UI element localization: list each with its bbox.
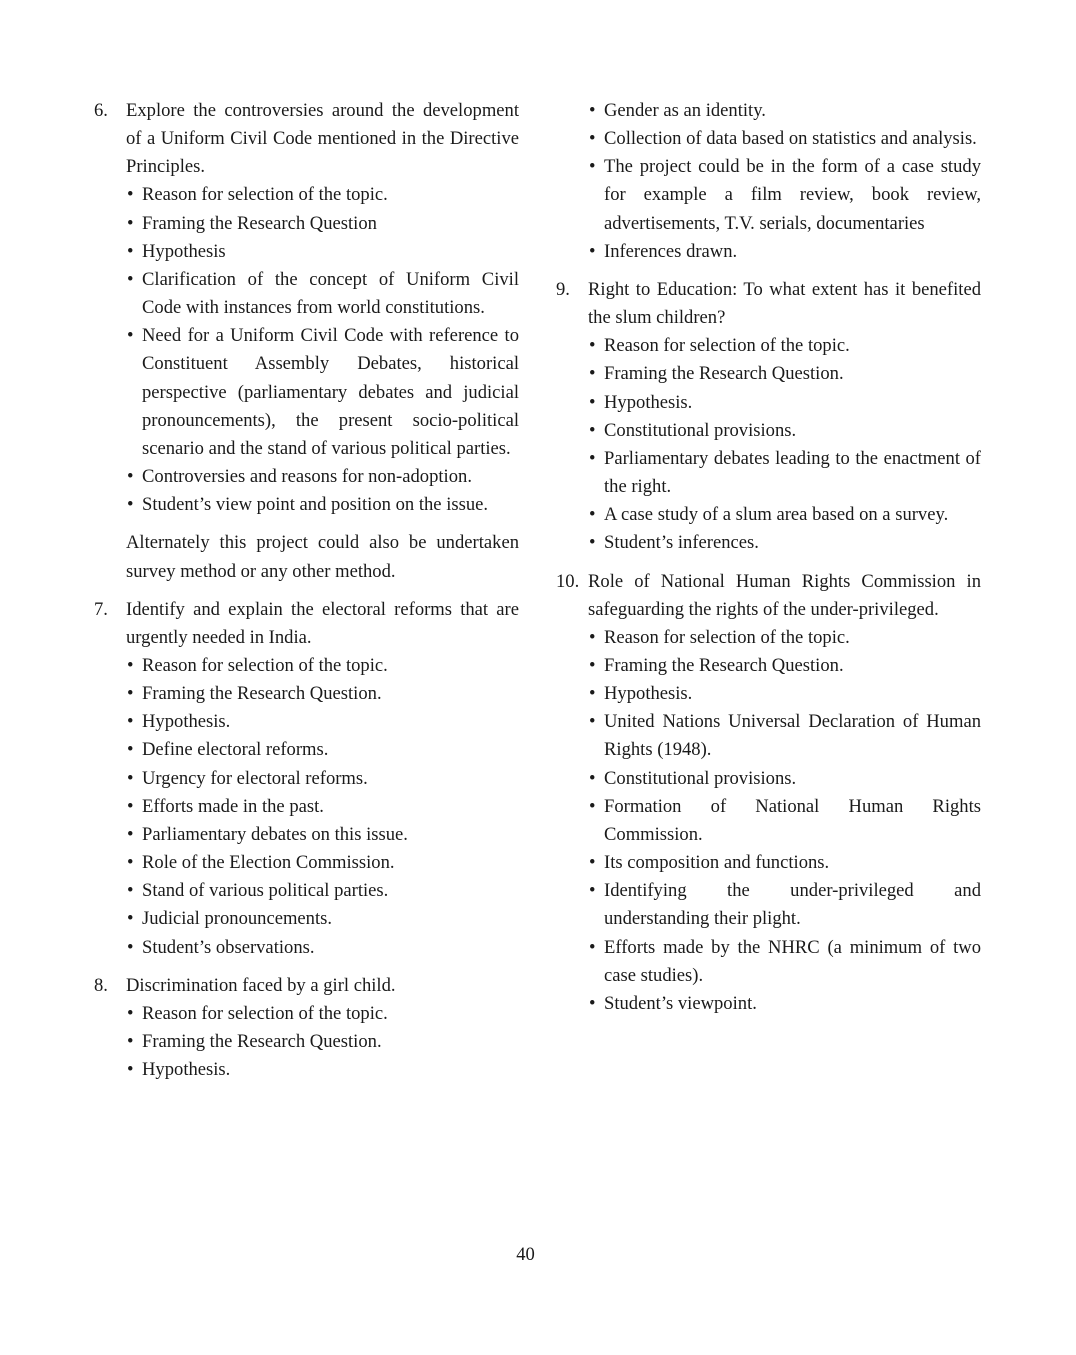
list-item xyxy=(126,765,519,793)
list-item xyxy=(126,463,519,491)
bullet-icon: • xyxy=(127,795,134,817)
list-item-text: Student’s observations. xyxy=(142,936,315,958)
bullet-icon: • xyxy=(589,128,596,150)
bullet-icon: • xyxy=(589,532,596,554)
item-title: Identify and explain the electoral reforms that are urgently needed in India. xyxy=(126,598,519,648)
list-item xyxy=(588,360,981,388)
list-item-text: Reason for selection of the topic. xyxy=(142,184,388,206)
bullet-icon: • xyxy=(127,240,134,262)
list-item-text: Hypothesis xyxy=(142,240,226,262)
bullet-icon: • xyxy=(127,908,134,930)
bullet-icon: • xyxy=(589,504,596,526)
list-item xyxy=(126,491,519,519)
item-number: 6. xyxy=(94,100,108,121)
list-item-text: Student’s viewpoint. xyxy=(604,992,757,1014)
bullet-icon: • xyxy=(127,184,134,206)
list-item xyxy=(588,934,981,990)
list-item-text: Gender as an identity. xyxy=(604,100,766,121)
bullet-icon: • xyxy=(589,852,596,874)
list-item-text: Hypothesis. xyxy=(604,683,693,705)
list-item xyxy=(126,1028,519,1056)
list-item xyxy=(126,652,519,680)
list-item-text: Student’s inferences. xyxy=(604,532,759,554)
list-item xyxy=(126,708,519,736)
list-item xyxy=(126,238,519,266)
bullet-list xyxy=(588,624,981,1018)
bullet-icon: • xyxy=(127,823,134,845)
list-item xyxy=(588,529,981,557)
list-item xyxy=(588,624,981,652)
item-title: Explore the controversies around the development of a Uniform Civil Code mentioned in the Directive Principles. xyxy=(126,100,519,178)
list-item xyxy=(126,793,519,821)
list-item xyxy=(588,417,981,445)
list-item-text: Parliamentary debates on this issue. xyxy=(142,823,408,845)
list-item-text: Framing the Research Question. xyxy=(604,654,844,676)
list-item xyxy=(588,125,981,153)
bullet-icon: • xyxy=(127,739,134,761)
item-number: 8. xyxy=(94,974,108,996)
item-note: Alternately this project could also be undertaken survey method or any other method. xyxy=(126,532,519,582)
list-item xyxy=(126,680,519,708)
item-6 xyxy=(94,97,519,586)
list-item xyxy=(588,793,981,849)
list-item-text: Student’s view point and position on the issue. xyxy=(142,494,489,516)
bullet-icon: • xyxy=(127,268,134,290)
bullet-icon: • xyxy=(589,767,596,789)
item-8-continued xyxy=(556,97,981,266)
bullet-icon: • xyxy=(127,936,134,958)
bullet-icon: • xyxy=(589,711,596,733)
list-item xyxy=(588,652,981,680)
bullet-list xyxy=(588,97,981,266)
bullet-icon: • xyxy=(127,494,134,516)
bullet-icon: • xyxy=(127,212,134,234)
list-item xyxy=(126,905,519,933)
list-item-text: United Nations Universal Declaration of Human Rights (1948). xyxy=(604,711,981,761)
bullet-icon: • xyxy=(589,100,596,121)
list-item-text: Formation of National Human Rights Commission. xyxy=(604,795,981,845)
bullet-icon: • xyxy=(589,240,596,262)
bullet-icon: • xyxy=(589,363,596,385)
list-item xyxy=(126,181,519,209)
list-item xyxy=(588,445,981,501)
list-item-text: Reason for selection of the topic. xyxy=(604,626,850,648)
list-item-text: Inferences drawn. xyxy=(604,240,738,262)
list-item-text: Urgency for electoral reforms. xyxy=(142,767,368,789)
list-item xyxy=(588,708,981,764)
list-item xyxy=(588,849,981,877)
item-number: 9. xyxy=(556,278,570,300)
bullet-icon: • xyxy=(127,880,134,902)
list-item-text: Reason for selection of the topic. xyxy=(142,1002,388,1024)
bullet-icon: • xyxy=(127,1002,134,1024)
bullet-icon: • xyxy=(127,1059,134,1081)
bullet-icon: • xyxy=(589,936,596,958)
bullet-list xyxy=(126,1000,519,1084)
list-item-text: Define electoral reforms. xyxy=(142,739,329,761)
list-item xyxy=(126,736,519,764)
list-item xyxy=(588,765,981,793)
bullet-icon: • xyxy=(127,466,134,488)
list-item-text: Stand of various political parties. xyxy=(142,880,389,902)
bullet-icon: • xyxy=(589,626,596,648)
list-item-text: A case study of a slum area based on a survey. xyxy=(604,504,949,526)
bullet-list xyxy=(126,181,519,519)
bullet-icon: • xyxy=(589,992,596,1014)
list-item-text: Hypothesis. xyxy=(142,711,231,733)
item-title: Right to Education: To what extent has it benefited the slum children? xyxy=(588,278,981,329)
list-item xyxy=(588,332,981,360)
list-item-text: Its composition and functions. xyxy=(604,852,830,874)
list-item-text: Constitutional provisions. xyxy=(604,419,797,441)
list-item-text: Identifying the under-privileged and understanding their plight. xyxy=(604,880,981,930)
list-item-text: Constitutional provisions. xyxy=(604,767,797,789)
bullet-list xyxy=(588,332,981,557)
list-item xyxy=(588,877,981,933)
list-item-text: Reason for selection of the topic. xyxy=(604,335,850,357)
list-item xyxy=(126,266,519,322)
bullet-icon: • xyxy=(127,654,134,676)
bullet-icon: • xyxy=(589,447,596,469)
list-item xyxy=(588,238,981,266)
bullet-icon: • xyxy=(589,880,596,902)
list-item xyxy=(126,877,519,905)
list-item-text: The project could be in the form of a case study for example a film review, book review, advertisements, T.V. serials, documentaries xyxy=(604,156,981,234)
list-item xyxy=(588,389,981,417)
bullet-icon: • xyxy=(127,767,134,789)
bullet-icon: • xyxy=(589,654,596,676)
bullet-list xyxy=(126,652,519,962)
list-item-text: Clarification of the concept of Uniform Civil Code with instances from world constitutions. xyxy=(142,268,519,319)
page-number: 40 xyxy=(516,1244,535,1265)
list-item xyxy=(588,153,981,237)
item-9 xyxy=(556,276,981,558)
list-item xyxy=(588,97,981,125)
list-item-text: Framing the Research Question xyxy=(142,212,377,234)
list-item-text: Framing the Research Question. xyxy=(142,683,382,705)
bullet-icon: • xyxy=(589,419,596,441)
list-item-text: Hypothesis. xyxy=(604,391,693,413)
list-item xyxy=(588,680,981,708)
list-item xyxy=(126,821,519,849)
list-item xyxy=(126,1056,519,1084)
list-item xyxy=(126,1000,519,1028)
bullet-icon: • xyxy=(589,795,596,817)
bullet-icon: • xyxy=(589,391,596,413)
list-item-text: Framing the Research Question. xyxy=(142,1031,382,1052)
list-item-text: Role of the Election Commission. xyxy=(142,852,395,874)
list-item xyxy=(588,990,981,1018)
list-item-text: Judicial pronouncements. xyxy=(142,908,333,930)
item-title: Role of National Human Rights Commission in safeguarding the rights of the under-privileged. xyxy=(588,570,981,620)
list-item xyxy=(126,322,519,463)
list-item-text: Hypothesis. xyxy=(142,1059,231,1081)
item-10 xyxy=(556,568,981,1019)
list-item-text: Efforts made by the NHRC (a minimum of two case studies). xyxy=(604,936,981,986)
bullet-icon: • xyxy=(127,683,134,705)
list-item xyxy=(588,501,981,529)
list-item-text: Controversies and reasons for non-adoption. xyxy=(142,466,472,488)
right-column xyxy=(556,97,981,1028)
list-item-text: Efforts made in the past. xyxy=(142,795,324,817)
list-item xyxy=(126,210,519,238)
bullet-icon: • xyxy=(589,335,596,357)
list-item-text: Parliamentary debates leading to the enactment of the right. xyxy=(604,447,981,498)
left-column xyxy=(94,97,519,1094)
item-8 xyxy=(94,972,519,1085)
bullet-icon: • xyxy=(127,1031,134,1052)
list-item-text: Collection of data based on statistics and analysis. xyxy=(604,128,977,150)
list-item-text: Need for a Uniform Civil Code with reference to Constituent Assembly Debates, historical perspective (parliamentary debates and judicial pronouncements), the present socio-political scenario and the stand of various political parties. xyxy=(142,325,519,459)
item-title: Discrimination faced by a girl child. xyxy=(126,974,396,996)
item-7 xyxy=(94,596,519,962)
bullet-icon: • xyxy=(589,156,596,178)
item-number: 10. xyxy=(556,570,580,592)
list-item xyxy=(126,934,519,962)
bullet-icon: • xyxy=(127,325,134,347)
list-item-text: Framing the Research Question. xyxy=(604,363,844,385)
bullet-icon: • xyxy=(127,711,134,733)
item-number: 7. xyxy=(94,598,108,620)
bullet-icon: • xyxy=(589,683,596,705)
bullet-icon: • xyxy=(127,852,134,874)
list-item-text: Reason for selection of the topic. xyxy=(142,654,388,676)
list-item xyxy=(126,849,519,877)
